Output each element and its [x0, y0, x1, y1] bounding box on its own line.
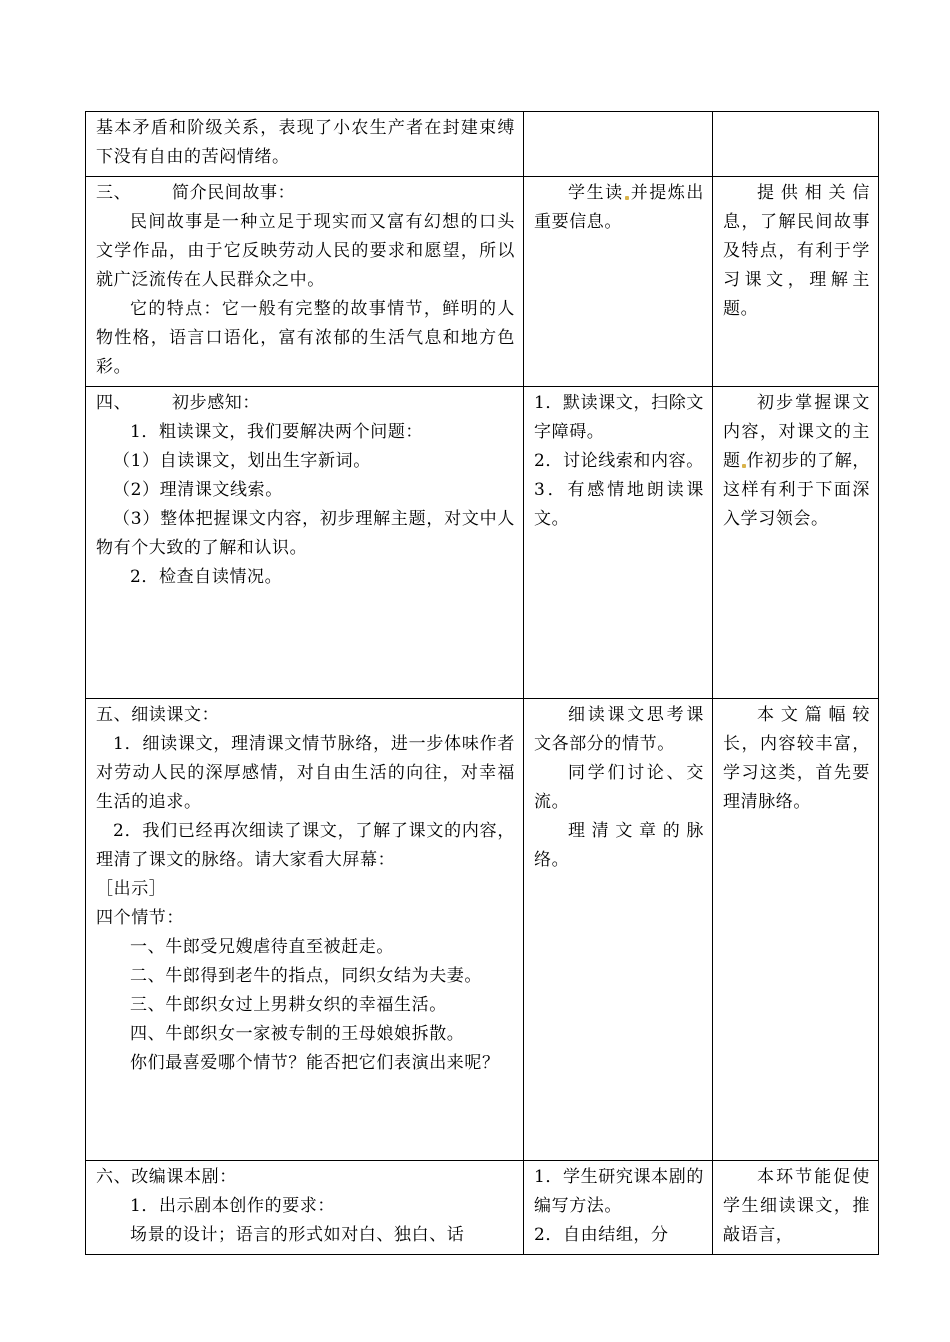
table-row: [86, 699, 879, 1161]
student-activity-text: 1．默读课文，扫除文字障碍。: [534, 393, 704, 442]
content-paragraph: 四个情节：: [96, 908, 184, 928]
table-row: [86, 387, 879, 699]
design-intent-text: 本文篇幅较长，内容较丰富，学习这类，首先要理清脉络。: [723, 705, 870, 812]
content-paragraph: （2）理清课文线索。: [113, 480, 283, 500]
design-intent-cell: [713, 1161, 879, 1255]
section-heading: 五、细读课文：: [96, 705, 220, 725]
content-paragraph: 民间故事是一种立足于现实而又富有幻想的口头文学作品，由于它反映劳动人民的要求和愿望，所以就广泛流传在人民群众之中。: [96, 212, 515, 290]
mark-dot-icon: [625, 196, 629, 200]
student-activity-cell: [524, 387, 713, 699]
design-intent-text: 初步掌握课文内容，对课文的主题 作初步的了解，这样有利于下面深入学习领会。: [723, 393, 870, 529]
content-paragraph: 场景的设计；语言的形式如对白、独白、话: [130, 1225, 465, 1245]
content-cell: [86, 112, 524, 177]
section-heading: 三、 简介民间故事：: [96, 183, 296, 203]
content-paragraph: 1．细读课文，理清课文情节脉络，进一步体味作者对劳动人民的深厚感情，对自由生活的向往，对幸福生活的追求。: [96, 734, 515, 812]
student-activity-text: 理清文章的脉络。: [534, 821, 704, 870]
student-activity-text: 2．自由结组，分: [534, 1225, 669, 1245]
design-intent-cell: [713, 699, 879, 1161]
student-activity-cell: [524, 177, 713, 387]
content-cell: [86, 387, 524, 699]
content-paragraph: （1）自读课文，划出生字新词。: [113, 451, 371, 471]
design-intent-cell: [713, 177, 879, 387]
content-paragraph: 1．粗读课文，我们要解决两个问题：: [130, 422, 424, 442]
design-intent-cell: [713, 387, 879, 699]
section-heading: 四、 初步感知：: [96, 393, 260, 413]
section-heading: 六、改编课本剧：: [96, 1167, 237, 1187]
student-activity-text: 2．讨论线索和内容。: [534, 451, 704, 471]
student-activity-cell: [524, 112, 713, 177]
content-cell: [86, 1161, 524, 1255]
student-activity-text: 学生读 并提炼出重要信息。: [534, 183, 704, 232]
design-intent-cell: [713, 112, 879, 177]
content-paragraph: 基本矛盾和阶级关系，表现了小农生产者在封建束缚下没有自由的苦闷情绪。: [96, 118, 515, 167]
content-paragraph: 1．出示剧本创作的要求：: [130, 1196, 336, 1216]
plot-item: 一、牛郎受兄嫂虐待直至被赶走。: [130, 937, 394, 957]
content-paragraph: ［出示］: [96, 879, 167, 899]
student-activity-cell: [524, 699, 713, 1161]
student-activity-text: 1．学生研究课本剧的编写方法。: [534, 1167, 704, 1216]
student-activity-text: 3．有感情地朗读课文。: [534, 480, 704, 529]
content-paragraph: 你们最喜爱哪个情节？能否把它们表演出来呢？: [130, 1053, 500, 1073]
table-row: [86, 1161, 879, 1255]
content-cell: [86, 699, 524, 1161]
content-paragraph: 2．我们已经再次细读了课文，了解了课文的内容，理清了课文的脉络。请大家看大屏幕：: [96, 821, 515, 870]
content-paragraph: 它的特点：它一般有完整的故事情节，鲜明的人物性格，语言口语化，富有浓郁的生活气息和地方色彩。: [96, 299, 515, 377]
lesson-plan-table: [85, 111, 879, 1255]
student-activity-text: 同学们讨论、交流。: [534, 763, 704, 812]
design-intent-text: 本环节能促使学生细读课文，推敲语言，: [723, 1167, 870, 1245]
content-paragraph: 2．检查自读情况。: [130, 567, 283, 587]
plot-item: 三、牛郎织女过上男耕女织的幸福生活。: [130, 995, 447, 1015]
content-paragraph: （3）整体把握课文内容，初步理解主题，对文中人物有个大致的了解和认识。: [96, 509, 515, 558]
plot-item: 二、牛郎得到老牛的指点，同织女结为夫妻。: [130, 966, 482, 986]
table-row: [86, 112, 879, 177]
content-cell: [86, 177, 524, 387]
plot-item: 四、牛郎织女一家被专制的王母娘娘拆散。: [130, 1024, 465, 1044]
design-intent-text: 提供相关信息，了解民间故事及特点，有利于学习课文，理解主题。: [723, 183, 870, 319]
student-activity-cell: [524, 1161, 713, 1255]
student-activity-text: 细读课文思考课文各部分的情节。: [534, 705, 704, 754]
table-row: [86, 177, 879, 387]
mark-dot-icon: [742, 464, 746, 468]
